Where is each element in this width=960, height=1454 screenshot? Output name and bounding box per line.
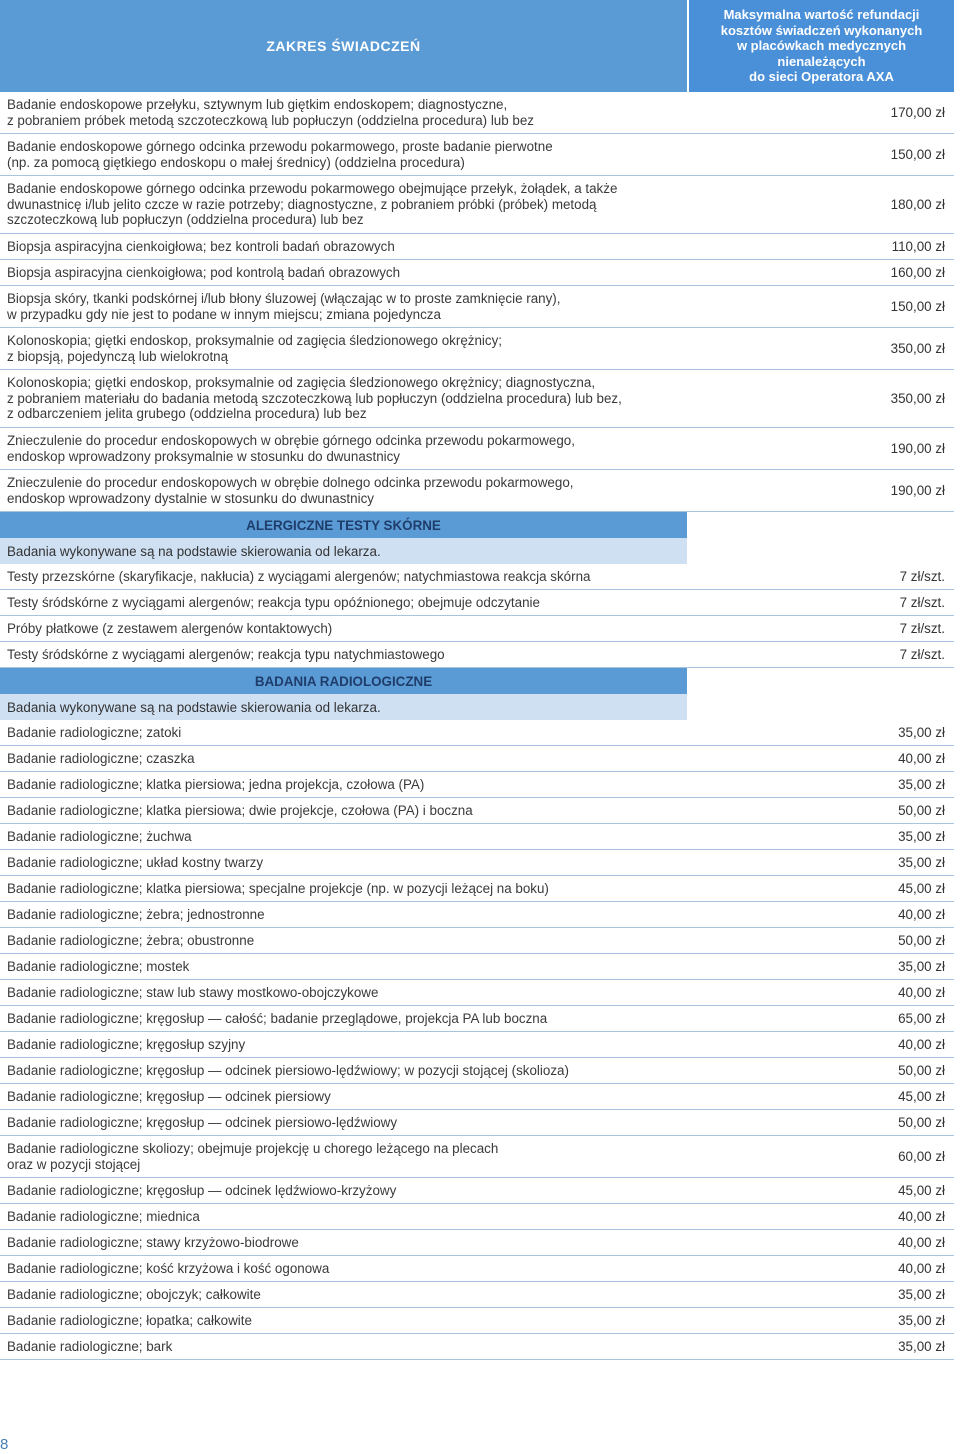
table-row [0,824,954,850]
description-line: Badanie radiologiczne; żuchwa [7,828,192,844]
table-row [0,1136,954,1178]
section-radiology [0,668,954,694]
table-row [0,850,954,876]
service-description [0,1178,687,1203]
description-line: oraz w pozycji stojącej [7,1156,141,1172]
table-row [0,428,954,470]
service-description [0,260,687,285]
refund-amount: 40,00 zł [687,1204,954,1229]
service-description [0,1204,687,1229]
service-description [0,234,687,259]
description-line: Testy śródskórne z wyciągami alergenów; reakcja typu opóźnionego; obejmuje odczytanie [7,594,540,610]
table-row [0,286,954,328]
table-row [0,564,954,590]
service-description [0,980,687,1005]
refund-header-line: kosztów świadczeń wykonanych [720,22,923,38]
description-line: z biopsją, pojedynczą lub wielokrotną [7,348,229,364]
section-allergy [0,512,954,538]
note-allergy [0,538,954,564]
description-line: (np. za pomocą giętkiego endoskopu o małej średnicy) (oddzielna procedura) [7,154,465,170]
description-line: szczoteczkową lub popłuczyn (oddzielna procedura) lub bez [7,212,364,228]
table-row [0,370,954,428]
table-row [0,260,954,286]
table-row [0,772,954,798]
service-description [0,1032,687,1057]
refund-amount: 170,00 zł [687,92,954,133]
description-line: Biopsja aspiracyjna cienkoigłowa; pod kontrolą badań obrazowych [7,264,401,280]
table-row [0,876,954,902]
refund-amount: 7 zł/szt. [687,564,954,589]
description-line: Badanie radiologiczne; klatka piersiowa; jedna projekcja, czołowa (PA) [7,776,425,792]
service-description [0,616,687,641]
refund-amount: 65,00 zł [687,1006,954,1031]
refund-header-line: do sieci Operatora AXA [749,69,894,84]
table-row [0,928,954,954]
service-description [0,1058,687,1083]
refund-amount: 40,00 zł [687,1032,954,1057]
table-row [0,590,954,616]
note-text-allergy: Badania wykonywane są na podstawie skierowania od lekarza. [0,538,687,564]
description-line: Badanie endoskopowe górnego odcinka przewodu pokarmowego obejmujące przełyk, żołądek, a także [7,181,618,197]
description-line: Badanie radiologiczne; żebra; jednostronne [7,906,265,922]
table-row [0,1308,954,1334]
description-line: z odbarczeniem jelita grubego (oddzielna procedura) lub bez [7,406,367,422]
refund-amount: 45,00 zł [687,1178,954,1203]
refund-header-line: nienależących [777,53,866,69]
table-row [0,1084,954,1110]
service-description [0,428,687,469]
service-description [0,798,687,823]
refund-header-line: w placówkach medycznych [736,38,907,53]
table-row [0,1230,954,1256]
refund-amount: 40,00 zł [687,1256,954,1281]
service-description [0,92,687,133]
description-line: w przypadku gdy nie jest to podane w innym miejscu; zmiana pojedyncza [7,306,441,322]
refund-amount: 35,00 zł [687,1334,954,1359]
description-line: Badanie radiologiczne; klatka piersiowa; specjalne projekcje (np. w pozycji leżącej na boku) [7,880,549,896]
service-description [0,1334,687,1359]
allergy-rows [0,564,954,668]
description-line: Badanie radiologiczne skoliozy; obejmuje projekcję u chorego leżącego na plecach [7,1141,499,1156]
description-line: z pobraniem materiału do badania metodą szczoteczkową lub popłuczyn (oddzielna procedura) lub bez, [7,390,622,406]
refund-amount: 35,00 zł [687,1282,954,1307]
endoscopy-rows [0,92,954,512]
description-line: Badanie radiologiczne; bark [7,1338,173,1354]
refund-amount: 190,00 zł [687,470,954,511]
service-description [0,928,687,953]
description-line: Testy przezskórne (skaryfikacje, nakłucia) z wyciągami alergenów; natychmiastowa reakcja skórna [7,568,591,584]
table-row [0,1204,954,1230]
table-row [0,1256,954,1282]
section-title-radiology: BADANIA RADIOLOGICZNE [0,668,687,694]
refund-amount: 350,00 zł [687,370,954,427]
description-line: Biopsja skóry, tkanki podskórnej i/lub błony śluzowej (włączając w to proste zamknięcie rany), [7,291,561,306]
table-row [0,92,954,134]
refund-amount: 7 zł/szt. [687,616,954,641]
table-row [0,1006,954,1032]
refund-amount: 50,00 zł [687,928,954,953]
section-spacer [687,668,954,694]
description-line: Kolonoskopia; giętki endoskop, proksymalnie od zagięcia śledzionowego okrężnicy; diagnostyczna, [7,375,596,391]
scope-column-header: ZAKRES ŚWIADCZEŃ [0,0,687,92]
table-row [0,328,954,370]
refund-amount: 50,00 zł [687,1110,954,1135]
refund-amount: 40,00 zł [687,746,954,771]
description-line: Badanie endoskopowe przełyku, sztywnym lub giętkim endoskopem; diagnostyczne, [7,97,508,112]
service-description [0,1230,687,1255]
service-description [0,1256,687,1281]
service-description [0,1006,687,1031]
table-row [0,642,954,668]
note-text-radiology: Badania wykonywane są na podstawie skierowania od lekarza. [0,694,687,720]
description-line: Badanie radiologiczne; układ kostny twarzy [7,854,264,870]
refund-header-line: Maksymalna wartość refundacji [723,7,920,22]
description-line: Badanie radiologiczne; kręgosłup — odcinek lędźwiowo-krzyżowy [7,1182,397,1198]
refund-amount: 40,00 zł [687,902,954,927]
description-line: Znieczulenie do procedur endoskopowych w obrębie górnego odcinka przewodu pokarmowego, [7,433,575,448]
service-description [0,1084,687,1109]
description-line: Badanie radiologiczne; czaszka [7,750,195,766]
refund-amount: 160,00 zł [687,260,954,285]
service-description [0,564,687,589]
refund-amount: 35,00 zł [687,720,954,745]
table-row [0,902,954,928]
refund-amount: 35,00 zł [687,850,954,875]
description-line: dwunastnicę i/lub jelito czcze w razie potrzeby; diagnostyczne, z pobraniem próbki (próbek) metodą [7,196,597,212]
description-line: Kolonoskopia; giętki endoskop, proksymalnie od zagięcia śledzionowego okrężnicy; [7,333,502,348]
description-line: Badanie radiologiczne; zatoki [7,724,182,740]
service-description [0,590,687,615]
refund-amount: 150,00 zł [687,286,954,327]
refund-amount: 35,00 zł [687,1308,954,1333]
section-spacer [687,512,954,538]
table-row [0,134,954,176]
table-row [0,1110,954,1136]
service-description [0,642,687,667]
refund-amount: 45,00 zł [687,1084,954,1109]
description-line: Badanie radiologiczne; kręgosłup — całość; badanie przeglądowe, projekcja PA lub boczna [7,1010,548,1026]
description-line: z pobraniem próbek metodą szczoteczkową lub popłuczyn (oddzielna procedura) lub bez [7,112,534,128]
service-description [0,876,687,901]
refund-amount: 350,00 zł [687,328,954,369]
note-spacer [687,694,954,720]
table-row [0,1282,954,1308]
description-line: endoskop wprowadzony dystalnie w stosunku do dwunastnicy [7,490,374,506]
refund-amount: 60,00 zł [687,1136,954,1177]
description-line: Badanie radiologiczne; staw lub stawy mostkowo-obojczykowe [7,984,379,1000]
section-title-allergy: ALERGICZNE TESTY SKÓRNE [0,512,687,538]
refund-amount: 45,00 zł [687,876,954,901]
service-description [0,772,687,797]
refund-amount: 50,00 zł [687,1058,954,1083]
page-number: 8 [0,1436,9,1453]
description-line: Badanie radiologiczne; kręgosłup — odcinek piersiowo-lędźwiowy; w pozycji stojącej (skolioza) [7,1062,569,1078]
table-row [0,1058,954,1084]
service-description [0,1308,687,1333]
refund-amount: 150,00 zł [687,134,954,175]
table-row [0,176,954,234]
service-description [0,902,687,927]
description-line: Badanie radiologiczne; kość krzyżowa i kość ogonowa [7,1260,330,1276]
description-line: Badanie radiologiczne; obojczyk; całkowite [7,1286,261,1302]
refund-amount: 110,00 zł [687,234,954,259]
refund-amount: 40,00 zł [687,980,954,1005]
table-row [0,720,954,746]
description-line: endoskop wprowadzony proksymalnie w stosunku do dwunastnicy [7,448,401,464]
service-description [0,1136,687,1177]
refund-amount: 35,00 zł [687,824,954,849]
description-line: Biopsja aspiracyjna cienkoigłowa; bez kontroli badań obrazowych [7,238,395,254]
service-description [0,1282,687,1307]
service-description [0,328,687,369]
table-row [0,470,954,512]
service-description [0,286,687,327]
service-description [0,1110,687,1135]
note-spacer [687,538,954,564]
description-line: Badanie radiologiczne; klatka piersiowa; dwie projekcje, czołowa (PA) i boczna [7,802,473,818]
description-line: Badanie radiologiczne; kręgosłup — odcinek piersiowo-lędźwiowy [7,1114,398,1130]
description-line: Testy śródskórne z wyciągami alergenów; reakcja typu natychmiastowego [7,646,445,662]
refund-amount: 50,00 zł [687,798,954,823]
table-row [0,798,954,824]
table-row [0,746,954,772]
table-row [0,1032,954,1058]
service-description [0,470,687,511]
description-line: Badanie radiologiczne; miednica [7,1208,200,1224]
radiology-rows [0,720,954,1360]
table-row [0,980,954,1006]
description-line: Badanie radiologiczne; kręgosłup — odcinek piersiowy [7,1088,331,1104]
description-line: Badanie radiologiczne; łopatka; całkowite [7,1312,252,1328]
description-line: Badanie radiologiczne; stawy krzyżowo-biodrowe [7,1234,299,1250]
description-line: Badanie endoskopowe górnego odcinka przewodu pokarmowego, proste badanie pierwotne [7,139,553,154]
refund-column-header [689,0,954,92]
description-line: Próby płatkowe (z zestawem alergenów kontaktowych) [7,620,333,636]
table-header [0,0,954,92]
table-row [0,1178,954,1204]
table-row [0,954,954,980]
description-line: Badanie radiologiczne; kręgosłup szyjny [7,1036,246,1052]
service-description [0,720,687,745]
service-description [0,134,687,175]
refund-amount: 40,00 zł [687,1230,954,1255]
refund-amount: 35,00 zł [687,772,954,797]
refund-amount: 180,00 zł [687,176,954,233]
description-line: Badanie radiologiczne; mostek [7,958,190,974]
service-description [0,746,687,771]
service-description [0,824,687,849]
table-row [0,1334,954,1360]
service-description [0,370,687,427]
refund-amount: 190,00 zł [687,428,954,469]
service-description [0,954,687,979]
description-line: Badanie radiologiczne; żebra; obustronne [7,932,255,948]
table-row [0,234,954,260]
service-description [0,850,687,875]
refund-amount: 35,00 zł [687,954,954,979]
table-row [0,616,954,642]
note-radiology [0,694,954,720]
refund-amount: 7 zł/szt. [687,590,954,615]
description-line: Znieczulenie do procedur endoskopowych w obrębie dolnego odcinka przewodu pokarmowego, [7,475,574,490]
service-description [0,176,687,233]
refund-amount: 7 zł/szt. [687,642,954,667]
